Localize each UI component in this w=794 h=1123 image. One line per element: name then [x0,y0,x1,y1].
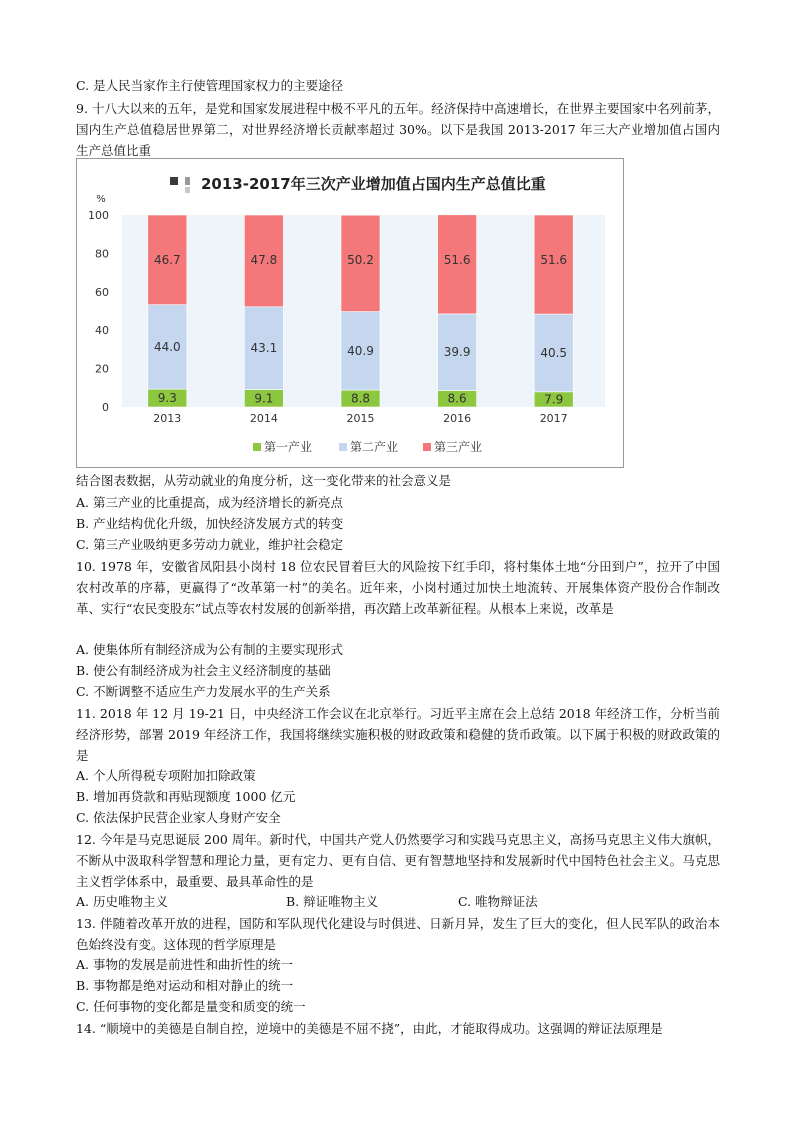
question-13-option-b: B. 事物都是绝对运动和相对静止的统一 [76,978,294,993]
legend-swatch [423,443,431,451]
legend-swatch [253,443,261,451]
question-9-option-b: B. 产业结构优化升级，加快经济发展方式的转变 [76,516,344,531]
y-tick-label: 20 [95,362,109,376]
data-label: 39.9 [443,345,471,360]
question-9-option-c: C. 第三产业吸纳更多劳动力就业，维护社会稳定 [76,537,344,552]
data-label: 51.6 [540,253,568,267]
title-square-icon [185,187,190,193]
question-11-option-c: C. 依法保护民营企业家人身财产安全 [76,810,281,825]
question-9-stem: 9. 十八大以来的五年，是党和国家发展进程中极不平凡的五年。经济保持中高速增长，在世界主要国家中名列前茅，国内生产总值稳居世界第二，对世界经济增长贡献率超过 30%。以下是我国 2013-2017 年三大产业增加值占国内生产总值比重 [76,101,720,158]
question-13-option-c: C. 任何事物的变化都是量变和质变的统一 [76,999,306,1014]
data-label: 9.3 [157,391,177,406]
y-tick-label: 0 [102,401,109,414]
question-9-option-a: A. 第三产业的比重提高，成为经济增长的新亮点 [76,495,343,510]
data-label: 7.9 [544,392,564,407]
y-tick-label: 80 [95,247,109,261]
y-tick-label: 100 [88,209,109,222]
question-12-option-c: C. 唯物辩证法 [458,894,538,909]
stacked-bar-chart [77,159,623,467]
data-label: 50.2 [347,253,374,268]
data-label: 8.6 [447,391,467,406]
data-label: 40.5 [540,345,568,360]
data-label: 44.0 [153,339,181,354]
question-11-option-a: A. 个人所得税专项附加扣除政策 [76,768,256,783]
legend-label: 第三产业 [434,440,483,454]
question-12-stem: 12. 今年是马克思诞辰 200 周年。新时代，中国共产党人仍然要学习和实践马克思主义，高扬马克思主义伟大旗帜，不断从中汲取科学智慧和理论力量，更有定力、更有自信、更有智慧地坚持和发展新时代中国特色社会主义。马克思主义哲学体系中，最重要、最具革命性的是 [76,832,720,889]
data-label: 43.1 [250,341,278,356]
question-14-stem: 14. “顺境中的美德是自制自控，逆境中的美德是不屈不挠”，由此，才能取得成功。这强调的辩证法原理是 [76,1021,663,1036]
question-12-options [76,892,538,912]
x-tick-label: 2013 [153,412,182,425]
chart-panel [76,158,624,468]
x-tick-label: 2016 [443,412,472,425]
question-11-option-b: B. 增加再贷款和再贴现额度 1000 亿元 [76,789,296,804]
chart-title: 2013-2017年三次产业增加值占国内生产总值比重 [201,175,546,193]
x-tick-label: 2015 [346,412,375,425]
question-13-stem: 13. 伴随着改革开放的进程，国防和军队现代化建设与时俱进、日新月异，发生了巨大的变化，但人民军队的政治本色始终没有变。这体现的哲学原理是 [76,916,720,952]
data-label: 9.1 [254,391,274,406]
data-label: 8.8 [350,391,371,406]
legend-label: 第二产业 [350,440,399,454]
legend-swatch [339,443,347,451]
question-10-option-a: A. 使集体所有制经济成为公有制的主要实现形式 [76,642,343,657]
question-9-ask: 结合图表数据，从劳动就业的角度分析，这一变化带来的社会意义是 [76,473,452,488]
data-label: 51.6 [443,252,471,267]
title-square-icon [170,177,178,185]
option-c-previous: C. 是人民当家作主行使管理国家权力的主要途径 [76,78,344,93]
question-11-stem: 11. 2018 年 12 月 19-21 日，中央经济工作会议在北京举行。习近平主席在会上总结 2018 年经济工作，分析当前经济形势，部署 2019 年经济工作，我国将继续实施积极的财政政策和稳健的货币政策。以下属于积极的财政政策的是 [76,706,720,763]
y-tick-label: 60 [95,285,109,299]
question-12-option-b: B. 辩证唯物主义 [286,894,379,909]
title-square-icon [185,177,190,185]
question-13-option-a: A. 事物的发展是前进性和曲折性的统一 [76,957,293,972]
question-12-option-a: A. 历史唯物主义 [76,894,168,909]
question-10-option-c: C. 不断调整不适应生产力发展水平的生产关系 [76,684,331,699]
x-tick-label: 2014 [249,412,278,425]
x-tick-label: 2017 [539,412,568,425]
legend-label: 第一产业 [264,440,313,454]
question-10-stem: 10. 1978 年，安徽省凤阳县小岗村 18 位农民冒着巨大的风险按下红手印，将村集体土地“分田到户”，拉开了中国农村改革的序幕，更赢得了“改革第一村”的美名。近年来，小岗村通过加快土地流转、开展集体资产股份合作制改革、实行“农民变股东”试点等农村发展的创新举措，再次踏上改革新征程。从根本上来说，改革是 [76,559,720,616]
y-tick-label: 40 [95,324,109,338]
data-label: 46.7 [153,253,181,267]
y-axis-unit: % [96,194,106,205]
data-label: 47.8 [250,253,278,267]
question-10-option-b: B. 使公有制经济成为社会主义经济制度的基础 [76,663,331,678]
data-label: 40.9 [347,343,374,358]
